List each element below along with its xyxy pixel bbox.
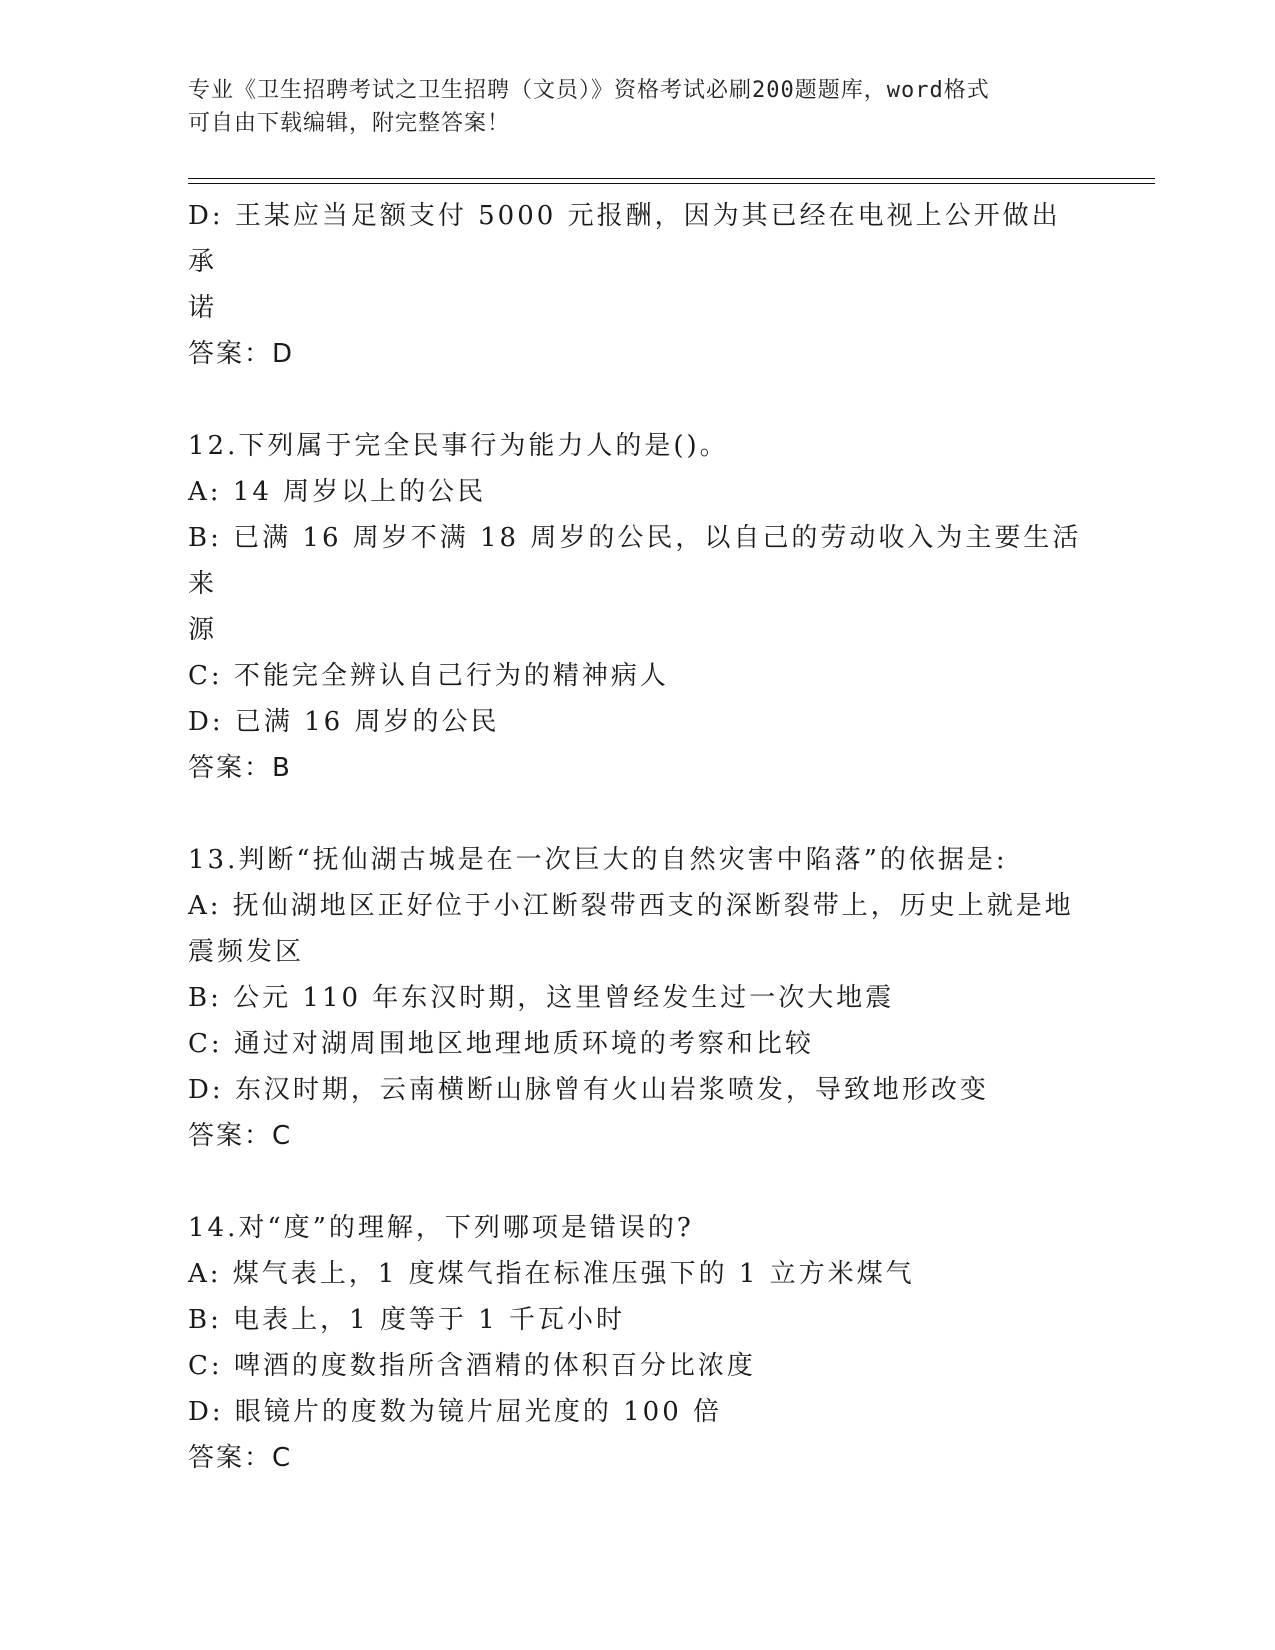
answer: 答案：D (188, 339, 295, 369)
answer: 答案：C (188, 1443, 293, 1473)
question-14 (188, 1205, 1088, 1481)
option-d: D: 眼镜片的度数为镜片屈光度的 100 倍 (188, 1397, 723, 1427)
option-c: C: 啤酒的度数指所含酒精的体积百分比浓度 (188, 1351, 756, 1381)
option-a: A: 14 周岁以上的公民 (188, 477, 487, 507)
header-rule-bottom (188, 183, 1155, 184)
option-d-line-2: 诺 (188, 293, 218, 323)
answer: 答案：C (188, 1121, 293, 1151)
question-stem: 14.对“度”的理解，下列哪项是错误的? (188, 1213, 694, 1243)
header-rule-top (188, 178, 1155, 179)
question-13 (188, 837, 1088, 1159)
answer: 答案：B (188, 753, 292, 783)
option-b-line-1: B: 已满 16 周岁不满 18 周岁的公民，以自己的劳动收入为主要生活来 (188, 523, 1082, 599)
option-c: C: 通过对湖周围地区地理地质环境的考察和比较 (188, 1029, 814, 1059)
option-c: C: 不能完全辨认自己行为的精神病人 (188, 661, 669, 691)
header-line-2: 可自由下载编辑，附完整答案！ (188, 111, 511, 136)
header-line-1: 专业《卫生招聘考试之卫生招聘（文员）》资格考试必刷200题题库，word格式 (188, 78, 990, 103)
option-b-line-2: 源 (188, 615, 218, 645)
option-d: D: 已满 16 周岁的公民 (188, 707, 500, 737)
continued-question (188, 193, 1088, 377)
option-d-line-1: D: 王某应当足额支付 5000 元报酬，因为其已经在电视上公开做出承 (188, 201, 1061, 277)
option-a-line-2: 震频发区 (188, 937, 305, 967)
document-header (188, 74, 1068, 140)
option-b: B: 电表上，1 度等于 1 千瓦小时 (188, 1305, 626, 1335)
option-a: A: 煤气表上，1 度煤气指在标准压强下的 1 立方米煤气 (188, 1259, 915, 1289)
option-b: B: 公元 110 年东汉时期，这里曾经发生过一次大地震 (188, 983, 895, 1013)
question-12 (188, 423, 1088, 791)
option-d: D: 东汉时期，云南横断山脉曾有火山岩浆喷发，导致地形改变 (188, 1075, 989, 1105)
question-stem: 12.下列属于完全民事行为能力人的是()。 (188, 431, 729, 461)
question-content (188, 193, 1088, 1527)
option-a-line-1: A: 抚仙湖地区正好位于小江断裂带西支的深断裂带上，历史上就是地 (188, 891, 1074, 921)
question-stem: 13.判断“抚仙湖古城是在一次巨大的自然灾害中陷落”的依据是: (188, 845, 1008, 875)
